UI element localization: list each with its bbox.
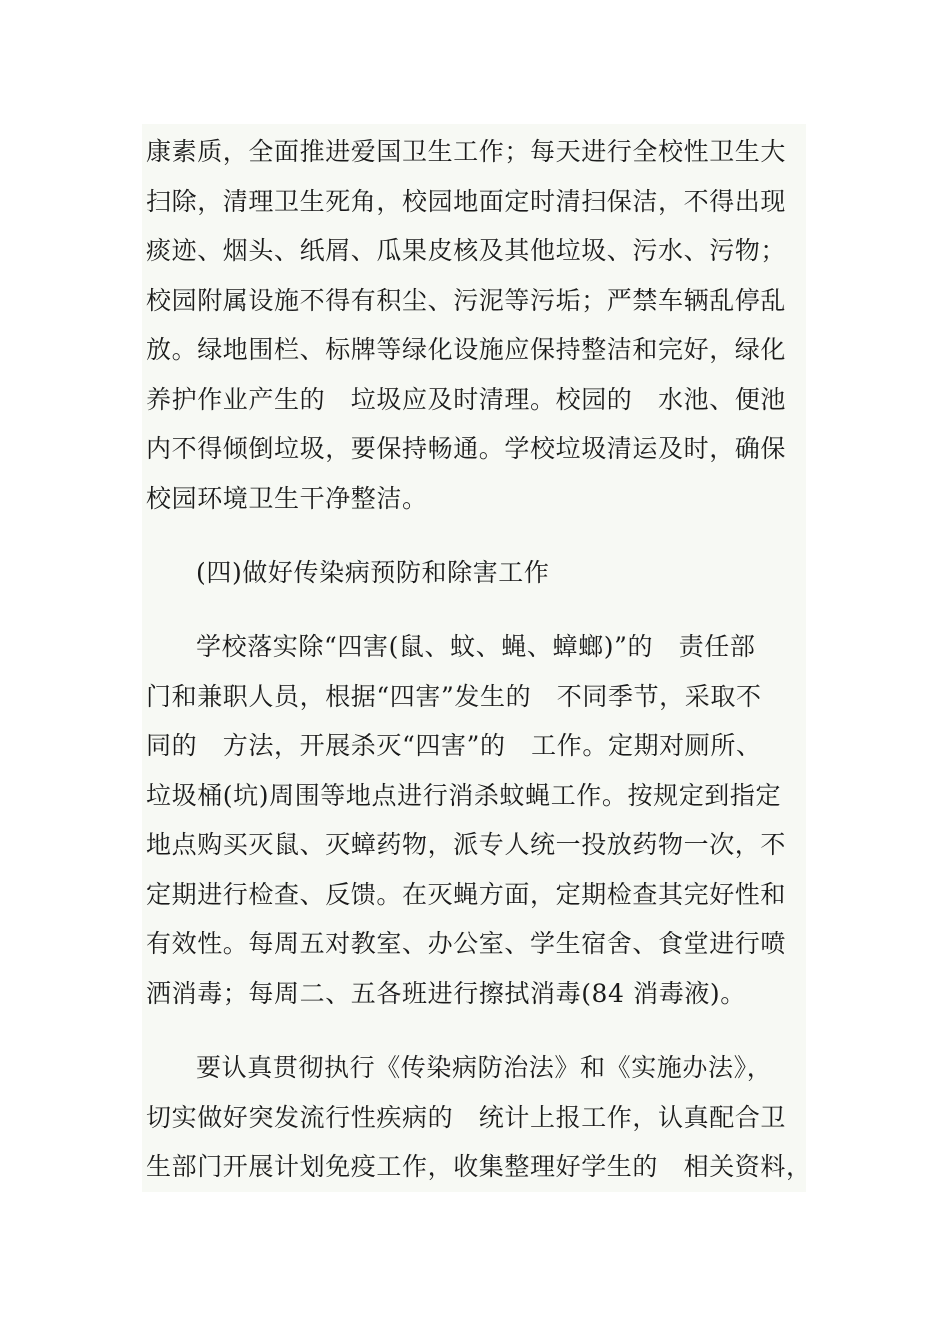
- paragraph-2-line-5: 地点购买灭鼠、灭蟑药物，派专人统一投放药物一次，不: [146, 830, 787, 859]
- paragraph-2-line-3: 同的 方法，开展杀灭“四害”的 工作。定期对厕所、: [146, 731, 762, 760]
- paragraph-2-line-4: 垃圾桶(坑)周围等地点进行消杀蚊蝇工作。按规定到指定: [146, 781, 782, 810]
- paragraph-2-line-6: 定期进行检查、反馈。在灭蝇方面，定期检查其完好性和: [146, 880, 787, 909]
- paragraph-1-line-6: 养护作业产生的 垃圾应及时清理。校园的 水池、便池: [146, 385, 787, 414]
- paragraph-1-line-3: 痰迹、烟头、纸屑、瓜果皮核及其他垃圾、污水、污物；: [146, 236, 787, 265]
- section-heading-4: (四)做好传染病预防和除害工作: [196, 558, 550, 587]
- paragraph-2-line-8: 洒消毒；每周二、五各班进行擦拭消毒(84 消毒液)。: [146, 979, 746, 1008]
- paragraph-1-line-2: 扫除，清理卫生死角，校园地面定时清扫保洁，不得出现: [146, 187, 787, 216]
- document-body: [142, 124, 812, 1192]
- paragraph-1-line-8: 校园环境卫生干净整洁。: [146, 484, 428, 513]
- paragraph-1-line-7: 内不得倾倒垃圾，要保持畅通。学校垃圾清运及时，确保: [146, 434, 787, 463]
- paragraph-1-line-1: 康素质，全面推进爱国卫生工作；每天进行全校性卫生大: [146, 137, 787, 166]
- paragraph-3-line-3: 生部门开展计划免疫工作，收集整理好学生的 相关资料，: [146, 1152, 812, 1181]
- paragraph-1-line-5: 放。绿地围栏、标牌等绿化设施应保持整洁和完好，绿化: [146, 335, 787, 364]
- paragraph-2-line-2: 门和兼职人员，根据“四害”发生的 不同季节，采取不: [146, 682, 762, 711]
- paragraph-1-line-4: 校园附属设施不得有积尘、污泥等污垢；严禁车辆乱停乱: [146, 286, 787, 315]
- paragraph-3-line-2: 切实做好突发流行性疾病的 统计上报工作，认真配合卫: [146, 1103, 787, 1132]
- paragraph-2-line-1: 学校落实除“四害(鼠、蚊、蝇、蟑螂)”的 责任部: [196, 632, 756, 661]
- paragraph-3-line-1: 要认真贯彻执行《传染病防治法》和《实施办法》，: [196, 1053, 773, 1082]
- paragraph-2-line-7: 有效性。每周五对教室、办公室、学生宿舍、食堂进行喷: [146, 929, 787, 958]
